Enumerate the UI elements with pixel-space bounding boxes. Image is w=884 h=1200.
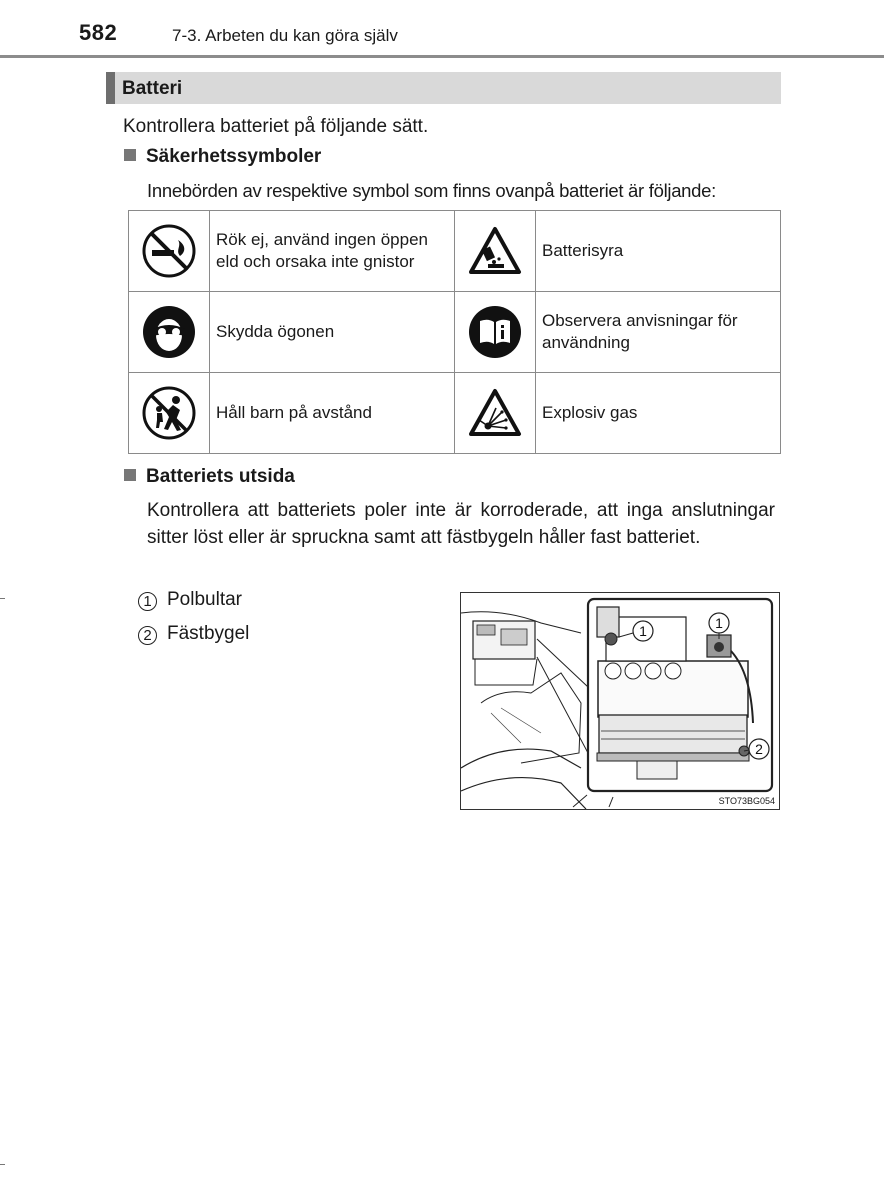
symbol-cell: [129, 373, 210, 454]
battery-illustration: [461, 593, 779, 809]
battery-figure: [460, 592, 780, 810]
safety-heading: [124, 146, 321, 168]
bullet-square-icon: [124, 469, 136, 481]
section-bar: [106, 72, 781, 104]
exterior-text: Kontrollera att batteriets poler inte är korroderade, att inga anslutningar sitter löst eller är spruckna samt att fästbygeln håller fast batteriet.: [147, 500, 775, 548]
eye-protection-icon: [142, 305, 196, 359]
section-path: 7-3. Arbeten du kan göra själv: [172, 26, 398, 45]
figure-code: STO73BG054: [718, 796, 775, 806]
symbol-cell: [129, 211, 210, 292]
header-rule: [0, 55, 884, 58]
symbol-text: Håll barn på avstånd: [210, 373, 455, 454]
symbol-cell: [129, 292, 210, 373]
table-row: [129, 211, 781, 292]
table-row: [129, 292, 781, 373]
safety-description: Innebörden av respektive symbol som finns ovanpå batteriet är följande:: [147, 180, 716, 201]
symbol-text: Explosiv gas: [536, 373, 781, 454]
symbol-text: Skydda ögonen: [210, 292, 455, 373]
exterior-heading-text: Batteriets utsida: [146, 466, 295, 487]
symbol-cell: [455, 211, 536, 292]
margin-tick: [0, 1164, 5, 1165]
section-intro: Kontrollera batteriet på följande sätt.: [123, 116, 429, 137]
legend-label: Fästbygel: [167, 623, 250, 644]
symbol-text: Rök ej, använd ingen öppen eld och orsaka inte gnistor: [210, 211, 455, 292]
figure-callout: 2: [755, 741, 763, 757]
callout-number: 2: [138, 626, 157, 645]
symbol-cell: [455, 373, 536, 454]
safety-heading-text: Säkerhetssymboler: [146, 146, 322, 167]
no-smoking-icon: [142, 224, 196, 278]
figure-callout: 1: [639, 623, 647, 639]
explosive-gas-icon: [468, 388, 522, 438]
bullet-square-icon: [124, 149, 136, 161]
legend-item: [138, 623, 249, 645]
figure-callout: 1: [715, 615, 723, 631]
exterior-heading: [124, 466, 295, 488]
margin-tick: [0, 598, 5, 599]
page-number: 582: [79, 20, 118, 45]
legend-item: [138, 589, 242, 611]
read-instructions-icon: [468, 305, 522, 359]
callout-number: 1: [138, 592, 157, 611]
section-title: Batteri: [122, 78, 183, 99]
symbol-text: Observera anvisningar för användning: [536, 292, 781, 373]
symbol-cell: [455, 292, 536, 373]
battery-acid-icon: [468, 226, 522, 276]
keep-children-away-icon: [142, 386, 196, 440]
table-row: [129, 373, 781, 454]
symbol-table: [128, 210, 781, 454]
symbol-text: Batterisyra: [536, 211, 781, 292]
legend-label: Polbultar: [167, 589, 242, 610]
